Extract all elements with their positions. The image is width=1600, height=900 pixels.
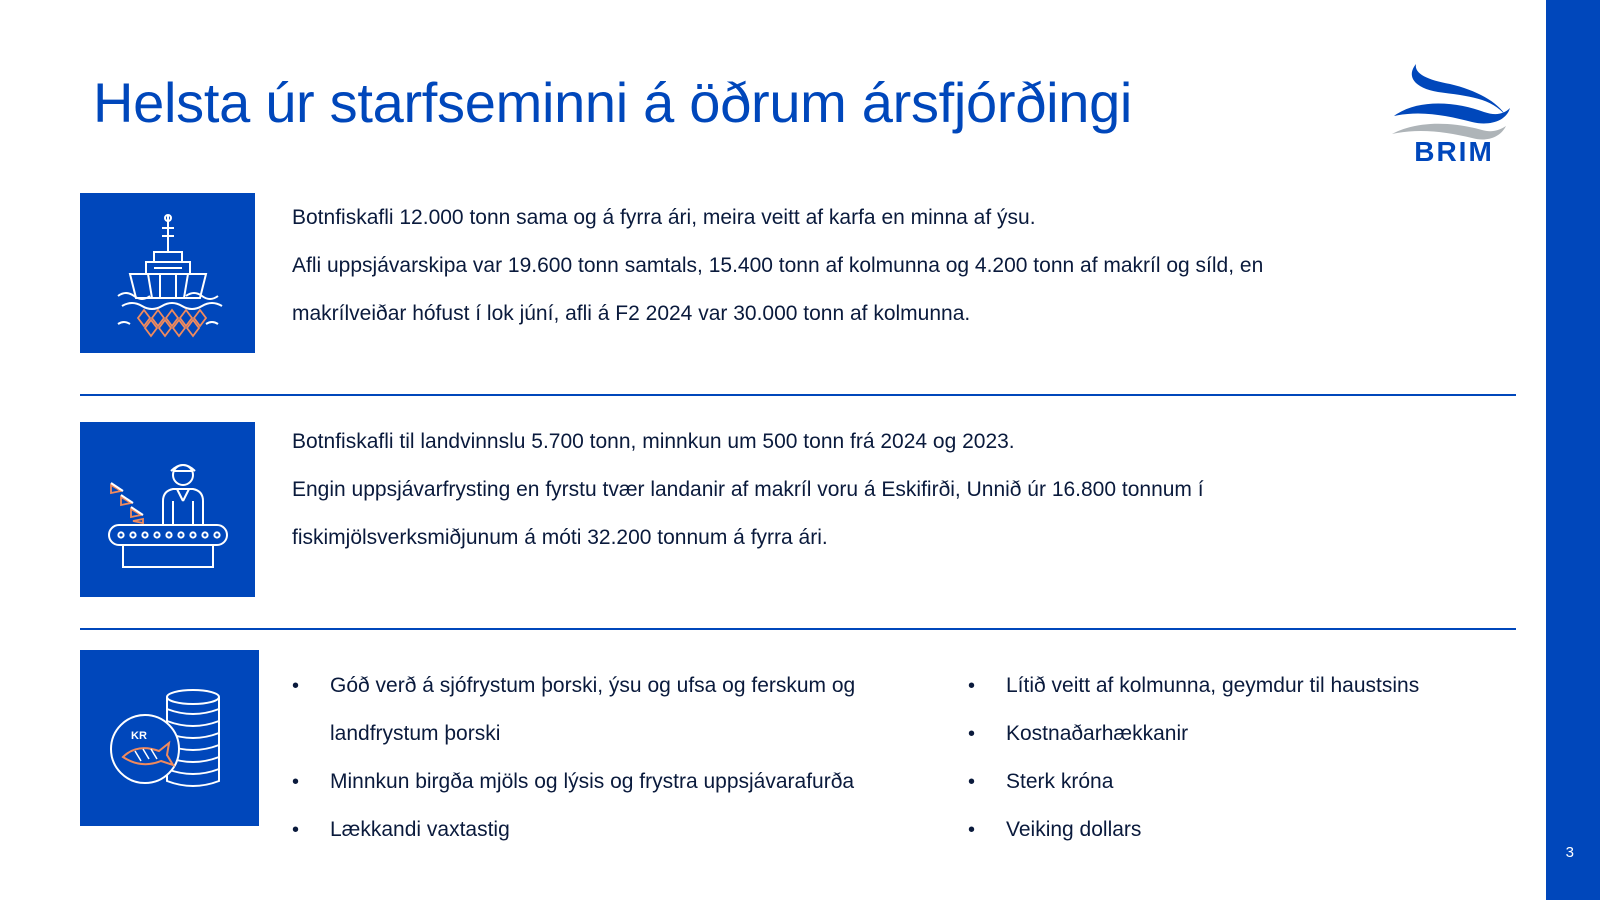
- bullet-item: • Sterk króna: [968, 758, 1528, 806]
- fishing-ship-icon: [108, 208, 228, 338]
- side-accent-bar: [1546, 0, 1600, 900]
- bullet-item: • Lítið veitt af kolmunna, geymdur til haustsins: [968, 662, 1528, 710]
- section-2-line-1: Botnfiskafli til landvinnslu 5.700 tonn, minnkun um 500 tonn frá 2024 og 2023.: [292, 430, 1015, 453]
- bullet-list-right: [968, 662, 1528, 854]
- krona-label: KR: [130, 730, 147, 742]
- krona-coins-fish-icon: [105, 673, 235, 803]
- brim-logo-text: BRIM: [1414, 136, 1494, 167]
- section-2-line-2: Engin uppsjávarfrysting en fyrstu tvær landanir af makríl voru á Eskifirði, Unnið úr 16.800 tonnum í: [292, 478, 1204, 501]
- bullet-item: • Lækkandi vaxtastig: [292, 806, 932, 854]
- section-2-text: [292, 418, 1204, 562]
- section-1-line-1: Botnfiskafli 12.000 tonn sama og á fyrra ári, meira veitt af karfa en minna af ýsu.: [292, 206, 1036, 229]
- bullet-item: • Veiking dollars: [968, 806, 1528, 854]
- bullet-item: • Kostnaðarhækkanir: [968, 710, 1528, 758]
- section-1-line-3: makrílveiðar hófust í lok júní, afli á F2 2024 var 30.000 tonn af kolmunna.: [292, 302, 971, 325]
- section-2-line-3: fiskimjölsverksmiðjunum á móti 32.200 tonnum á fyrra ári.: [292, 526, 828, 549]
- section-2-icon-box: [80, 422, 255, 597]
- bullet-list-left: [292, 662, 932, 854]
- page-title: Helsta úr starfseminni á öðrum ársfjórðingi: [93, 71, 1133, 134]
- section-1-icon-box: [80, 193, 255, 353]
- section-3-icon-box: [80, 650, 259, 826]
- section-1-text: [292, 194, 1263, 338]
- bullet-item: • Góð verð á sjófrystum þorski, ýsu og ufsa og ferskum og landfrystum þorski: [292, 662, 932, 758]
- section-divider-1: [80, 394, 1516, 396]
- fish-processing-worker-icon: [103, 445, 233, 575]
- page-number: 3: [1565, 844, 1574, 861]
- section-divider-2: [80, 628, 1516, 630]
- section-1-line-2: Afli uppsjávarskipa var 19.600 tonn samtals, 15.400 tonn af kolmunna og 4.200 tonn af makríl og síld, en: [292, 254, 1264, 277]
- bullet-item: • Minnkun birgða mjöls og lýsis og frystra uppsjávarafurða: [292, 758, 932, 806]
